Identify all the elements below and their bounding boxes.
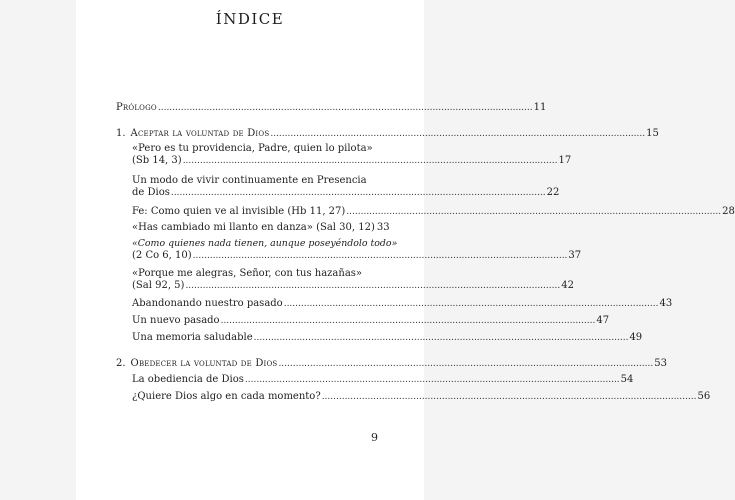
toc-entry-e7: [132, 298, 673, 310]
entry-text: Una memoria saludable: [132, 332, 253, 343]
entry-text-line1: Un modo de vivir continuamente en Presencia: [132, 175, 367, 186]
entry-page: 11: [533, 102, 547, 113]
chapter-title: Obedecer la voluntad de Dios: [130, 358, 278, 369]
leader-dots: ...................................................................................................................................: [253, 333, 629, 343]
leader-dots: ...................................................................................................................................: [220, 316, 596, 326]
chapter-number: 1.: [116, 128, 126, 139]
leader-dots: ...................................................................................................................................: [321, 392, 697, 402]
toc-entry-e11: [132, 391, 711, 403]
toc-entry-prologo: [116, 102, 547, 114]
entry-page: 15: [646, 128, 659, 139]
entry-page: 28: [722, 206, 735, 217]
leader-dots: ...................................................................................................................................: [270, 129, 646, 139]
book-page: [76, 0, 735, 500]
leader-dots: ...................................................................................................................................: [278, 359, 654, 369]
entry-text-line1: «Porque me alegras, Señor, con tus hazañas»: [132, 268, 363, 279]
toc-entry-e6: [132, 268, 574, 292]
entry-page: 22: [546, 187, 560, 198]
entry-text-line2: (Sb 14, 3): [132, 155, 182, 166]
chapter-title: Aceptar la voluntad de Dios: [130, 128, 270, 139]
toc-entry-e10: [132, 374, 634, 386]
leader-dots: ...................................................................................................................................: [244, 375, 620, 385]
toc-entry-e9: [132, 332, 643, 344]
entry-text-line2: (2 Co 6, 10): [132, 250, 192, 261]
entry-text: «Has cambiado mi llanto en danza» (Sal 30, 12): [132, 222, 375, 233]
entry-page: 17: [558, 155, 572, 166]
toc-chapter-2: [116, 358, 667, 370]
entry-page: 49: [629, 332, 643, 343]
entry-text: Un nuevo pasado: [132, 315, 220, 326]
page-number: 9: [371, 431, 378, 444]
toc-entry-e5: [132, 238, 582, 262]
entry-page: 43: [659, 298, 673, 309]
entry-text: La obediencia de Dios: [132, 374, 244, 385]
chapter-number: 2.: [116, 358, 126, 369]
entry-page: 33: [376, 222, 390, 233]
entry-page: 53: [654, 358, 667, 369]
entry-text: Abandonando nuestro pasado: [132, 298, 283, 309]
toc-entry-e2: [132, 175, 560, 199]
entry-page: 54: [620, 374, 634, 385]
leader-dots: ...................................................................................................................................: [182, 156, 558, 166]
toc-entry-e3: [132, 206, 735, 218]
leader-dots: ...................................................................................................................................: [192, 251, 568, 261]
toc-entry-e8: [132, 315, 610, 327]
entry-text-line1: «Como quienes nada tienen, aunque poseyéndolo todo»: [132, 238, 398, 249]
entry-text-line1: «Pero es tu providencia, Padre, quien lo pilota»: [132, 143, 373, 154]
leader-dots: ...................................................................................................................................: [283, 299, 659, 309]
toc-entry-e4: [132, 222, 390, 234]
entry-text: ¿Quiere Dios algo en cada momento?: [132, 391, 321, 402]
entry-page: 56: [697, 391, 711, 402]
leader-dots: ...................................................................................................................................: [185, 281, 561, 291]
entry-text: Prólogo: [116, 102, 157, 113]
entry-page: 47: [596, 315, 610, 326]
leader-dots: ...................................................................................................................................: [170, 188, 546, 198]
entry-text: Fe: Como quien ve al invisible (Hb 11, 27): [132, 206, 346, 217]
entry-text-line2: de Dios: [132, 187, 170, 198]
entry-page: 37: [568, 250, 582, 261]
toc-chapter-1: [116, 128, 659, 140]
leader-dots: ...................................................................................................................................: [157, 103, 533, 113]
toc-entry-e1: [132, 143, 572, 167]
entry-text-line2: (Sal 92, 5): [132, 280, 185, 291]
leader-dots: ...................................................................................................................................: [346, 207, 722, 217]
page-title: ÍNDICE: [215, 10, 285, 28]
entry-page: 42: [561, 280, 574, 291]
